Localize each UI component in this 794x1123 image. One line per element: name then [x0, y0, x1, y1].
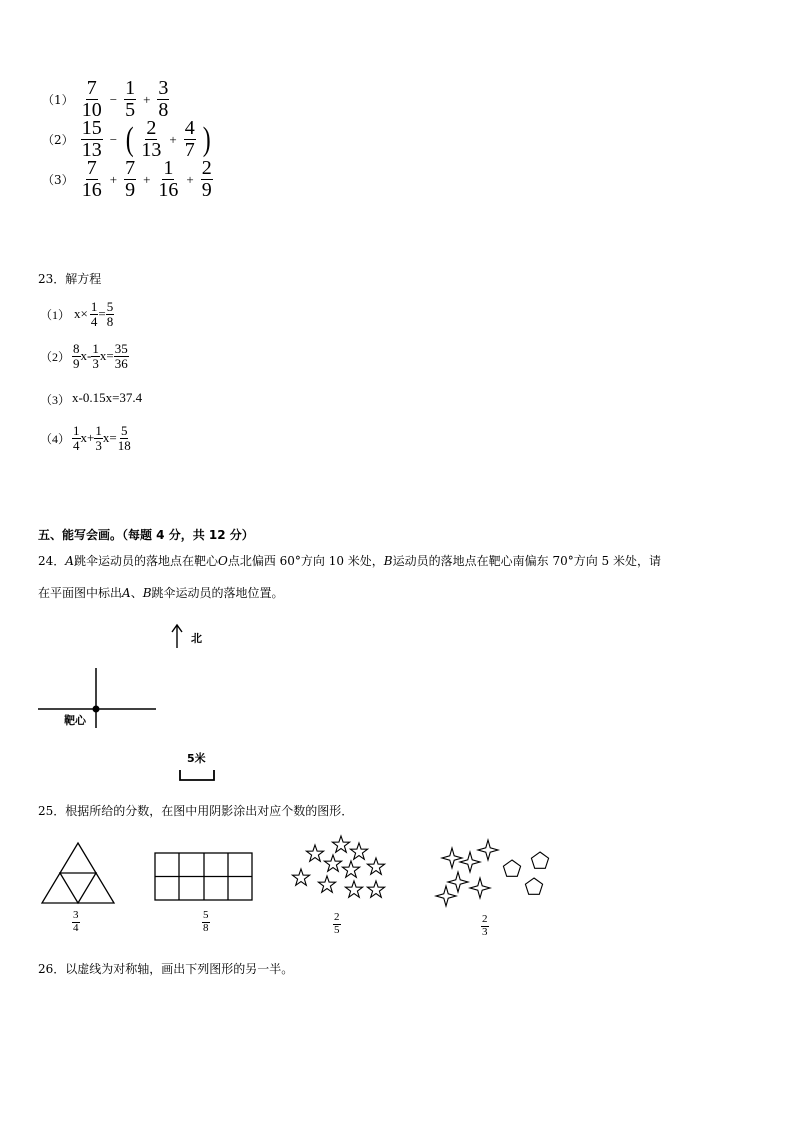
section-heading: 五、能写会画。（每题 4 分，共 12 分） — [38, 528, 254, 542]
pentagon-icon[interactable] — [503, 860, 520, 876]
four-point-star-icon[interactable] — [460, 852, 480, 872]
fraction: $\frac{1}{16}$ — [158, 157, 179, 201]
q22-expression-1: （1） $\frac{7}{10}$ − $\frac{1}{5}$ + $\frac{3}{8}$ — [42, 77, 169, 121]
fraction: $\frac{7}{16}$ — [81, 157, 102, 201]
star-icon[interactable] — [292, 869, 309, 885]
left-paren: ( — [125, 120, 134, 158]
fraction-label-3-4: $\frac{3}{4}$ — [73, 909, 79, 934]
fraction: $\frac{4}{7}$ — [184, 117, 195, 161]
rectangle-grid-figure[interactable] — [154, 852, 254, 902]
fraction: $\frac{15}{13}$ — [81, 117, 102, 161]
fraction: $\frac{3}{8}$ — [158, 77, 169, 121]
q23-title: 23．解方程 — [38, 272, 102, 286]
part-label: （1） — [42, 93, 74, 108]
fraction: $\frac{2}{9}$ — [201, 157, 212, 201]
star-icon[interactable] — [306, 845, 323, 861]
part-label: （3） — [42, 173, 74, 188]
pentagon-icon[interactable] — [531, 852, 548, 868]
part-label: （2） — [42, 133, 74, 148]
right-paren: ) — [202, 120, 211, 158]
q23-equation-2: （2） $\frac{8}{9}$ x- $\frac{1}{3}$ x= $\frac{35}{36}$ — [40, 341, 128, 371]
star-icon[interactable] — [332, 836, 349, 852]
fraction-label-2-5: $\frac{2}{5}$ — [334, 911, 340, 936]
four-point-star-icon[interactable] — [448, 872, 468, 892]
star-group-figure[interactable] — [288, 832, 392, 904]
north-arrow — [172, 625, 182, 648]
fraction: $\frac{1}{5}$ — [125, 77, 136, 121]
q22-expression-2: （2） $\frac{15}{13}$ − ( $\frac{2}{13}$ + $\frac{4}{7}$ ) — [42, 117, 211, 161]
star-pentagon-group-figure[interactable] — [432, 836, 560, 912]
four-point-star-icon[interactable] — [478, 840, 498, 860]
fraction-label-5-8: $\frac{5}{8}$ — [203, 909, 209, 934]
q23-equation-1: （1） x× $\frac{1}{4}$ = $\frac{5}{8}$ — [40, 299, 114, 329]
scale-bar — [180, 770, 214, 780]
triangle-figure[interactable] — [40, 840, 116, 906]
q23-equation-4: （4） $\frac{1}{4}$ x+ $\frac{1}{3}$ x= $\frac{5}{18}$ — [40, 423, 131, 453]
star-icon[interactable] — [342, 861, 359, 877]
fraction: $\frac{7}{10}$ — [81, 77, 102, 121]
star-icon[interactable] — [324, 855, 341, 871]
q23-equation-3: （3） x-0.15x=37.4 — [40, 390, 143, 407]
star-icon[interactable] — [367, 858, 384, 874]
q24-text-line-2: 在平面图中标出A、B跳伞运动员的落地位置。 — [38, 586, 284, 600]
q24-text-line-1: 24．A跳伞运动员的落地点在靶心O点北偏西 60°方向 10 米处，B运动员的落地点在靶心南偏东 70°方向 5 米处，请 — [38, 554, 661, 568]
fraction-label-2-3: $\frac{2}{3}$ — [482, 913, 488, 938]
north-label: 北 — [191, 632, 202, 645]
q25-text: 25．根据所给的分数，在图中用阴影涂出对应个数的图形． — [38, 804, 354, 818]
star-icon[interactable] — [318, 876, 335, 892]
q26-text: 26．以虚线为对称轴，画出下列图形的另一半。 — [38, 962, 294, 976]
four-point-star-icon[interactable] — [436, 886, 456, 906]
four-point-star-icon[interactable] — [470, 878, 490, 898]
target-center-dot — [93, 706, 100, 713]
fraction: $\frac{7}{9}$ — [125, 157, 136, 201]
star-icon[interactable] — [345, 881, 362, 897]
four-point-star-icon[interactable] — [442, 848, 462, 868]
scale-label: 5米 — [187, 752, 206, 765]
target-center-label: 靶心 — [64, 714, 86, 727]
star-icon[interactable] — [367, 881, 384, 897]
star-icon[interactable] — [350, 843, 367, 859]
pentagon-icon[interactable] — [525, 878, 542, 894]
q22-expression-3: （3） $\frac{7}{16}$ + $\frac{7}{9}$ + $\frac{1}{16}$ + $\frac{2}{9}$ — [42, 157, 212, 201]
fraction: $\frac{2}{13}$ — [141, 117, 162, 161]
